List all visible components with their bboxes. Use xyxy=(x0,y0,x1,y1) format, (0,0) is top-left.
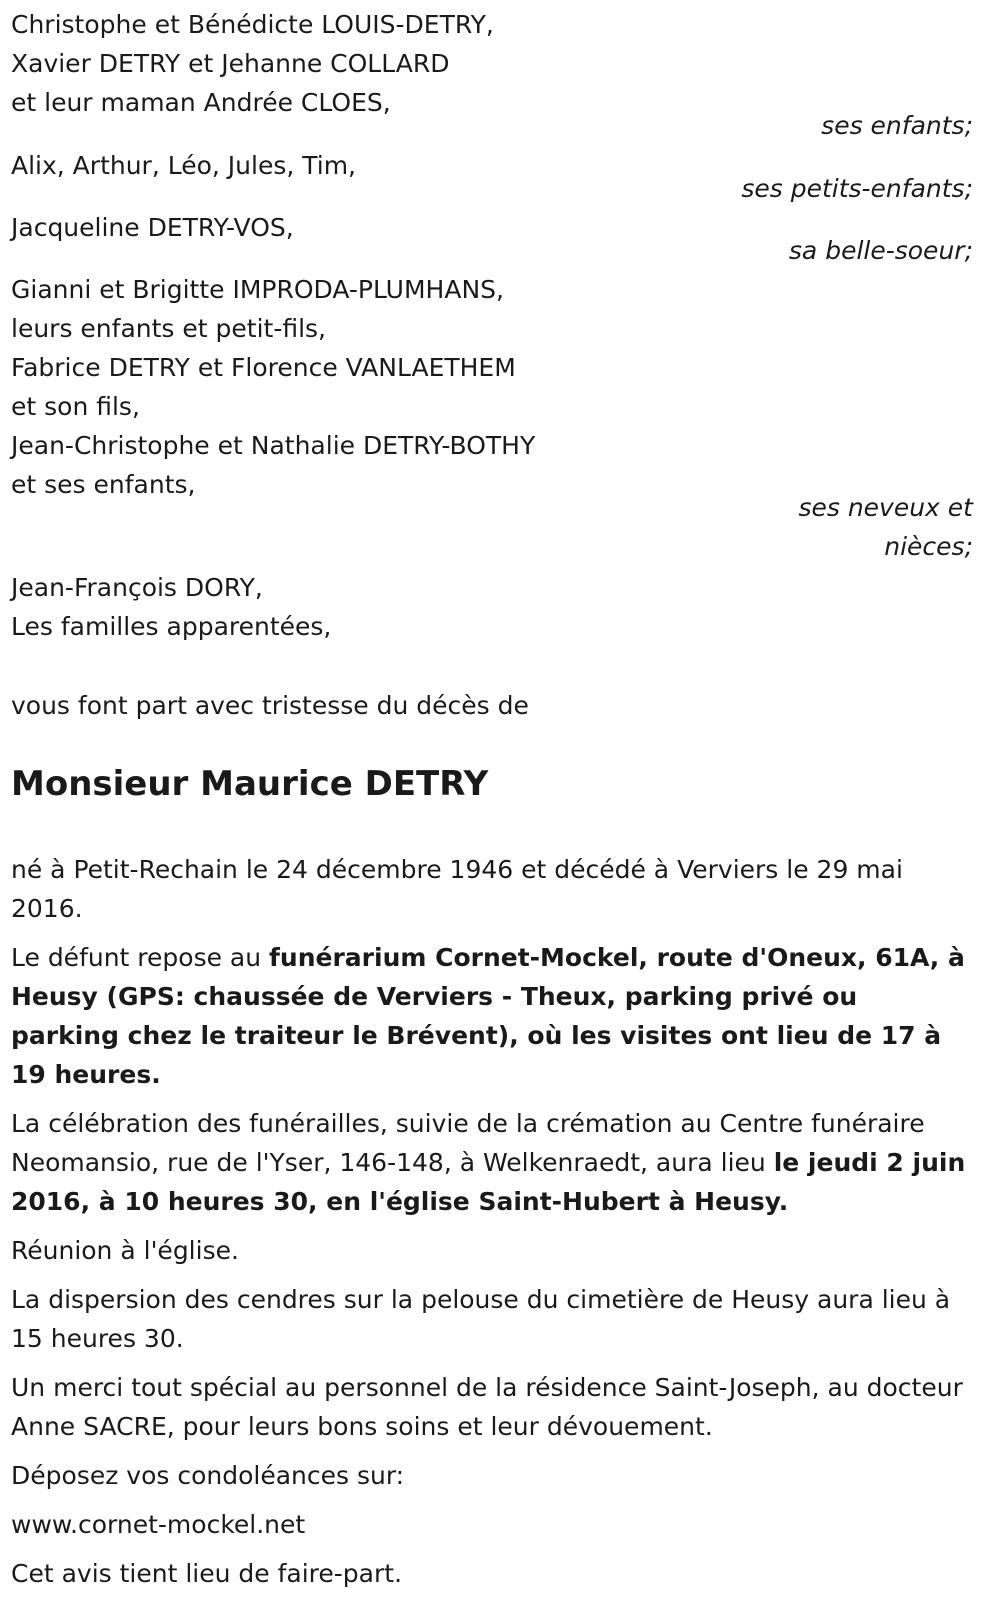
family-line: Fabrice DETRY et Florence VANLAETHEM xyxy=(11,353,516,382)
ceremony-paragraph xyxy=(11,1104,973,1221)
children-block xyxy=(11,5,973,145)
condolences-label: Déposez vos condoléances sur: xyxy=(11,1461,405,1490)
ceremony-intro: La célébration des funérailles, suivie de la crémation au Centre funéraire Neomansio, rue de l'Yser, 146-148, à Welkenraedt, aura lieu xyxy=(11,1109,925,1177)
relation-label: sa belle-soeur; xyxy=(788,236,973,265)
rest-intro: Le défunt repose au xyxy=(11,943,270,972)
family-line: et son fils, xyxy=(11,392,140,421)
family-line: Jacqueline DETRY-VOS, xyxy=(11,213,294,242)
details-section xyxy=(11,850,973,1593)
announcement-text: vous font part avec tristesse du décès de xyxy=(11,691,529,720)
family-line: Alix, Arthur, Léo, Jules, Tim, xyxy=(11,151,356,180)
rest-paragraph xyxy=(11,938,973,1094)
nephews-nieces-block xyxy=(11,270,973,566)
family-line: Christophe et Bénédicte LOUIS-DETRY, xyxy=(11,10,494,39)
relation-label: ses enfants; xyxy=(821,111,973,140)
family-line: Gianni et Brigitte IMPRODA-PLUMHANS, xyxy=(11,275,504,304)
rest-location: funérarium Cornet-Mockel, route d'Oneux, 61A, à Heusy (GPS: chaussée de Verviers - Theux, parking privé ou parking chez le traiteur le Brévent), où les visites ont lieu de 17 à 19 heures. xyxy=(11,943,965,1089)
ceremony-datetime: le jeudi 2 juin 2016, à 10 heures 30, en l'église Saint-Hubert à Heusy. xyxy=(11,1148,966,1216)
family-line: Jean-Christophe et Nathalie DETRY-BOTHY xyxy=(11,431,536,460)
meeting-paragraph: Réunion à l'église. xyxy=(11,1236,239,1265)
relation-label: nièces; xyxy=(884,532,973,561)
others-block xyxy=(11,568,973,646)
birth-death-paragraph: né à Petit-Rechain le 24 décembre 1946 et décédé à Verviers le 29 mai 2016. xyxy=(11,855,903,923)
family-line: leurs enfants et petit-fils, xyxy=(11,314,327,343)
footer-note: Cet avis tient lieu de faire-part. xyxy=(11,1559,403,1588)
family-line: et leur maman Andrée CLOES, xyxy=(11,88,391,117)
thanks-paragraph: Un merci tout spécial au personnel de la résidence Saint-Joseph, au docteur Anne SACRE, pour leurs bons soins et leur dévouement. xyxy=(11,1373,963,1441)
sister-in-law-block xyxy=(11,208,973,270)
family-line: Jean-François DORY, xyxy=(11,573,263,602)
family-line: Xavier DETRY et Jehanne COLLARD xyxy=(11,49,450,78)
grandchildren-block xyxy=(11,146,973,208)
dispersion-paragraph: La dispersion des cendres sur la pelouse du cimetière de Heusy aura lieu à 15 heures 30. xyxy=(11,1285,951,1353)
relation-label: ses neveux et xyxy=(798,493,973,522)
deceased-name: Monsieur Maurice DETRY xyxy=(11,764,489,804)
family-line: et ses enfants, xyxy=(11,470,196,499)
relation-label: ses petits-enfants; xyxy=(741,174,973,203)
website-link[interactable]: www.cornet-mockel.net xyxy=(11,1510,306,1539)
family-line: Les familles apparentées, xyxy=(11,612,332,641)
